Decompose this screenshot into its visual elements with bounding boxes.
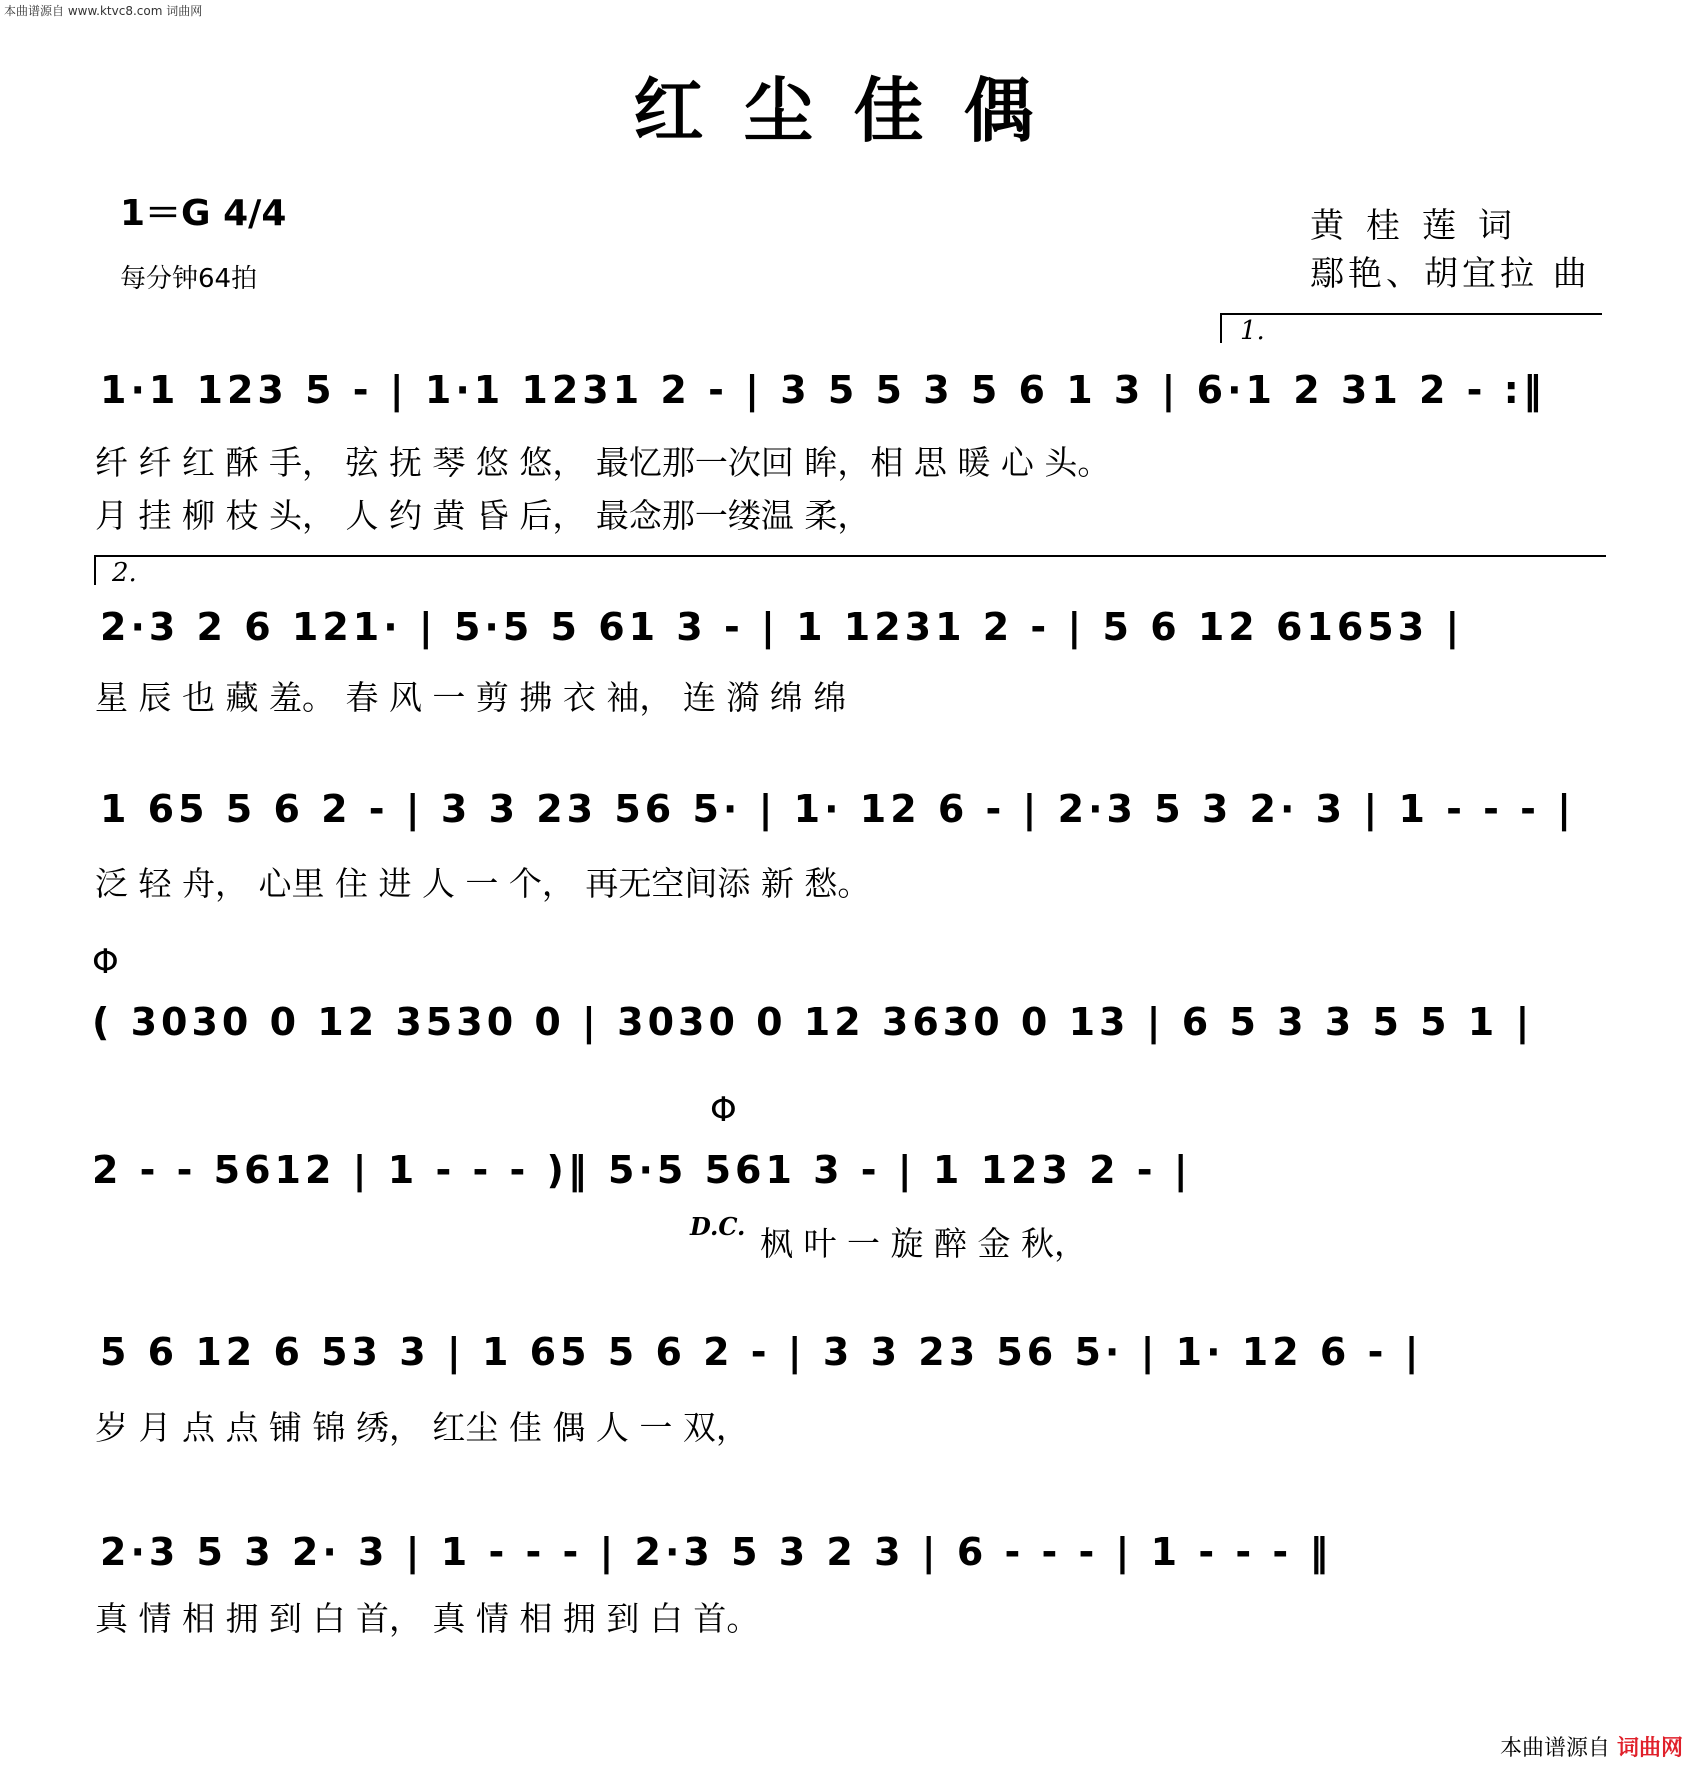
lyrics-line-3: 泛 轻 舟， 心里 住 进 人 一 个， 再无空间添 新 愁。 (95, 864, 871, 903)
source-note: 本曲谱源自 www.ktvc8.com 词曲网 (4, 4, 203, 18)
coda-sign-2: Φ (710, 1090, 737, 1130)
lyrics-line-1b: 月 挂 柳 枝 头， 人 约 黄 昏 后， 最念那一缕温 柔， (95, 496, 871, 535)
dc-marking: D.C. (690, 1212, 746, 1241)
coda-sign: Φ (92, 942, 119, 982)
score-line-3: 1 65 5 6 2 - | 3 3 23 56 5· | 1· 12 6 - | 2·3 5 3 2· 3 | 1 - - - | (100, 787, 1575, 831)
tempo-marking: 每分钟64拍 (120, 264, 258, 294)
lyrics-line-6: 岁 月 点 点 铺 锦 绣， 红尘 佳 偶 人 一 双， (95, 1408, 749, 1447)
score-line-6: 5 6 12 6 53 3 | 1 65 5 6 2 - | 3 3 23 56 5· | 1· 12 6 - | (100, 1330, 1423, 1374)
lyricist-credit: 黄桂莲词 (1310, 206, 1534, 246)
watermark-brand: 词曲网 (1616, 1736, 1683, 1761)
lyrics-line-2: 星 辰 也 藏 羞。 春 风 一 剪 拂 衣 袖， 连 漪 绵 绵 (95, 678, 847, 717)
score-line-4: ( 3030 0 12 3530 0 | 3030 0 12 3630 0 13 | 6 5 3 3 5 5 1 | (92, 1000, 1534, 1044)
watermark-source: 本曲谱源自 (1499, 1736, 1610, 1761)
lyrics-line-5: 枫 叶 一 旋 醉 金 秋， (760, 1224, 1087, 1263)
key-signature: 1＝G 4/4 (120, 193, 287, 234)
volta-1-bracket (1220, 313, 1602, 343)
score-line-1: 1·1 123 5 - | 1·1 1231 2 - | 3 5 5 3 5 6 1 3 | 6·1 2 31 2 - :‖ (100, 368, 1546, 412)
volta-2-bracket (94, 555, 1606, 585)
composer-credit: 鄢艳、胡宜拉 曲 (1310, 254, 1591, 294)
watermark (1500, 1731, 1683, 1762)
volta-2-label: 2. (112, 558, 137, 588)
lyrics-line-7: 真 情 相 拥 到 白 首， 真 情 相 拥 到 白 首。 (95, 1599, 760, 1638)
score-line-2: 2·3 2 6 121· | 5·5 5 61 3 - | 1 1231 2 - | 5 6 12 61653 | (100, 605, 1464, 649)
volta-1-label: 1. (1240, 316, 1265, 346)
lyrics-line-1a: 纤 纤 红 酥 手， 弦 抚 琴 悠 悠， 最忆那一次回 眸，相 思 暖 心 头。 (95, 443, 1111, 482)
song-title: 红尘佳偶 (633, 69, 1074, 152)
score-line-7: 2·3 5 3 2· 3 | 1 - - - | 2·3 5 3 2 3 | 6 - - - | 1 - - - ‖ (100, 1530, 1333, 1574)
score-line-5: 2 - - 5612 | 1 - - - )‖ 5·5 561 3 - | 1 123 2 - | (92, 1148, 1192, 1192)
